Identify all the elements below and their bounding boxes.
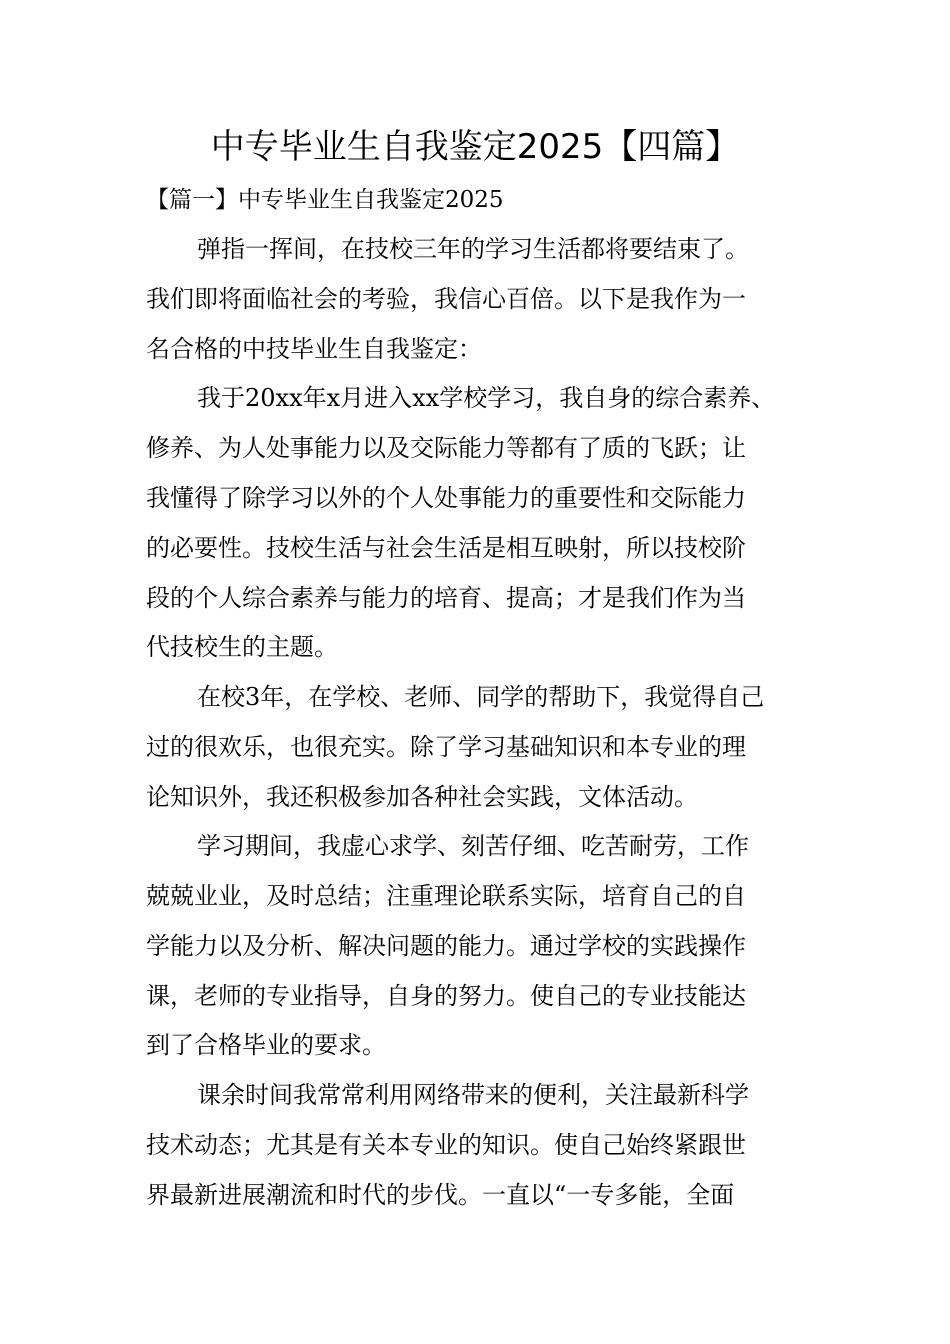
paragraph-line: 代技校生的主题。 [146,633,338,661]
paragraph-line: 过的很欢乐，也很充实。除了学习基础知识和本专业的理 [146,733,746,761]
document-title: 中专毕业生自我鉴定2025【四篇】 [210,127,740,167]
paragraph-line: 我们即将面临社会的考验，我信心百倍。以下是我作为一 [146,285,746,313]
paragraph-line: 修养、为人处事能力以及交际能力等都有了质的飞跃；让 [146,434,746,462]
paragraph-line: 弹指一挥间，在技校三年的学习生活都将要结束了。 [197,235,749,263]
paragraph-line: 学能力以及分析、解决问题的能力。通过学校的实践操作 [146,932,746,960]
paragraph-line: 的必要性。技校生活与社会生活是相互映射，所以技校阶 [146,534,746,562]
paragraph-line: 学习期间，我虚心求学、刻苦仔细、吃苦耐劳，工作 [197,832,749,860]
paragraph-line: 在校3年，在学校、老师、同学的帮助下，我觉得自己 [197,683,765,711]
paragraph-line: 论知识外，我还积极参加各种社会实践，文体活动。 [146,783,698,811]
paragraph-line: 到了合格毕业的要求。 [146,1031,386,1059]
paragraph-line: 界最新进展潮流和时代的步伐。一直以“一专多能，全面 [146,1181,735,1209]
paragraph-line: 我懂得了除学习以外的个人处事能力的重要性和交际能力 [146,484,746,512]
paragraph-line: 课，老师的专业指导，自身的努力。使自己的专业技能达 [146,982,746,1010]
paragraph-line: 名合格的中技毕业生自我鉴定： [146,335,482,363]
section-heading: 【篇一】中专毕业生自我鉴定2025 [146,187,504,213]
paragraph-line: 我于20xx年x月进入xx学校学习，我自身的综合素养、 [197,384,776,412]
paragraph-line: 段的个人综合素养与能力的培育、提高；才是我们作为当 [146,584,746,612]
paragraph-line: 技术动态；尤其是有关本专业的知识。使自己始终紧跟世 [146,1131,746,1159]
paragraph-line: 课余时间我常常利用网络带来的便利，关注最新科学 [197,1081,749,1109]
paragraph-line: 兢兢业业，及时总结；注重理论联系实际，培育自己的自 [146,882,746,910]
